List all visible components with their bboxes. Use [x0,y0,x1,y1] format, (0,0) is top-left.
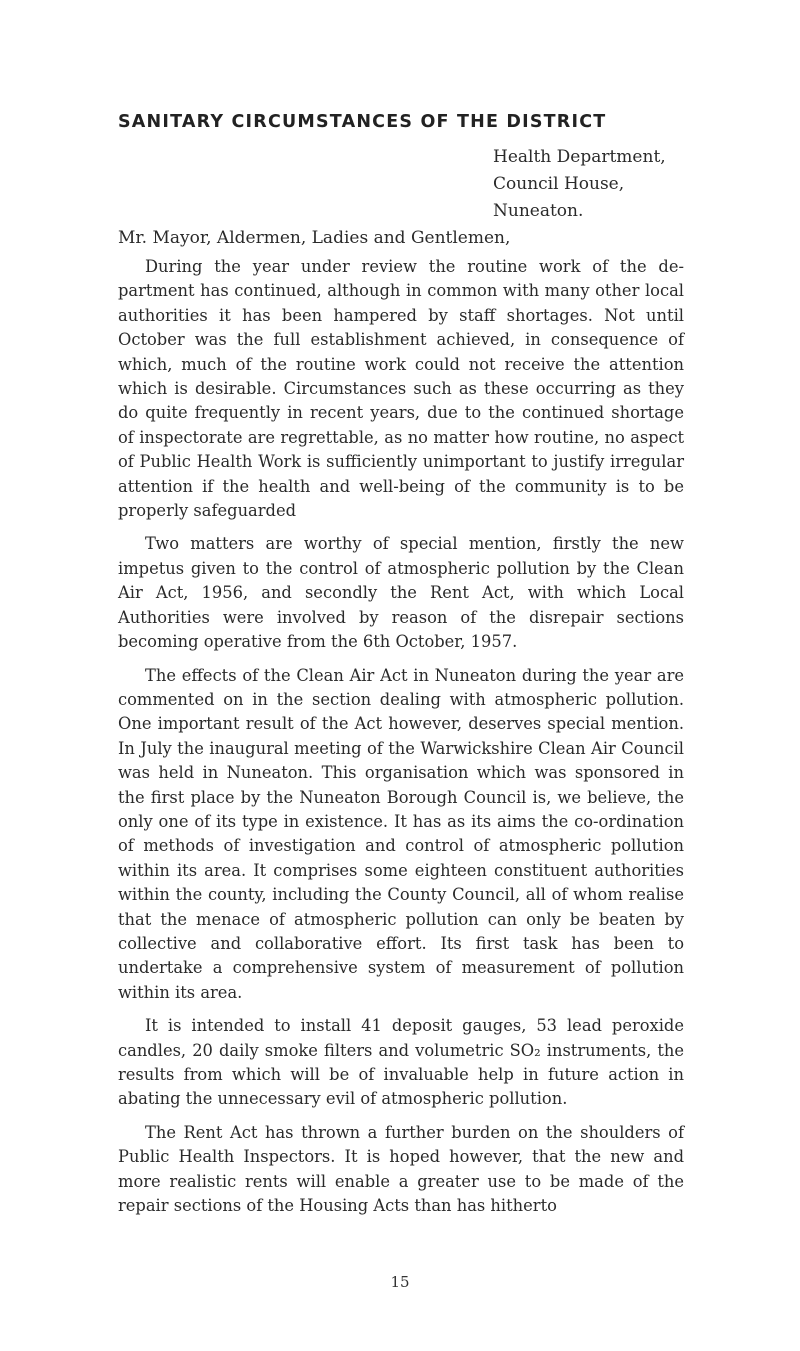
document-page [118,112,684,1227]
salutation: Mr. Mayor, Aldermen, Ladies and Gentlemen, [118,228,511,248]
paragraph-rent-act: The Rent Act has thrown a further burden on the shoulders of Public Health Inspectors. It is hoped however, that the new and more realistic rents will enable a greater use to be made of the repair sections of the Housing Acts than has hitherto [118,1122,684,1216]
sender-address [493,144,688,225]
paragraph-clean-air-act: The effects of the Clean Air Act in Nuneaton during the year are commented on in the section dealing with atmospheric pollution. One important result of the Act however, deserves special mention. In July the inaugural meeting of the Warwickshire Clean Air Council was held in Nuneaton. This organisation which was sponsored in the first place by the Nuneaton Borough Council is, we believe, the only one of its type in existence. It has as its aims the co-ordination of methods of investigation and control of atmospheric pollution within its area. It comprises some eighteen constituent authorities within the county, including the County Council, all of whom realise that the menace of atmospheric pollution can only be beaten by collective and collaborative effort. Its first task has been to undertake a comprehensive system of measurement of pollution within its area. [118,665,684,1002]
paragraph-staffing: During the year under review the routine work of the department has continued, although in common with many other local authorities it has been hampered by staff shortages. Not until October was the full establishment achieved, in consequence of which, much of the routine work could not receive the attention which is desirable. Circumstances such as these occurring as they do quite frequently in recent years, due to the continued shortage of inspectorate are regrettable, as no matter how routine, no aspect of Public Health Work is sufficiently unimportant to justify irregular attention if the health and well-being of the community is to be properly safeguarded [118,257,684,521]
paragraph-special-mention: Two matters are worthy of special mention, firstly the new impetus given to the control of atmospheric pollution by the Clean Air Act, 1956, and secondly the Rent Act, with which Local Authorities were involved by reason of the disrepair sections becoming operative from the 6th October, 1957. [118,534,684,652]
page-number: 15 [390,1273,410,1291]
address-line-2: Council House, [493,174,625,194]
page-title: SANITARY CIRCUMSTANCES OF THE DISTRICT [118,112,607,132]
address-line-1: Health Department, [493,147,666,167]
paragraph-gauges: It is intended to install 41 deposit gauges, 53 lead peroxide candles, 20 daily smoke filters and volumetric SO₂ instruments, the results from which will be of invaluable help in future action in abating the unnecessary evil of atmospheric pollution. [118,1016,684,1109]
address-line-3: Nuneaton. [493,201,584,221]
